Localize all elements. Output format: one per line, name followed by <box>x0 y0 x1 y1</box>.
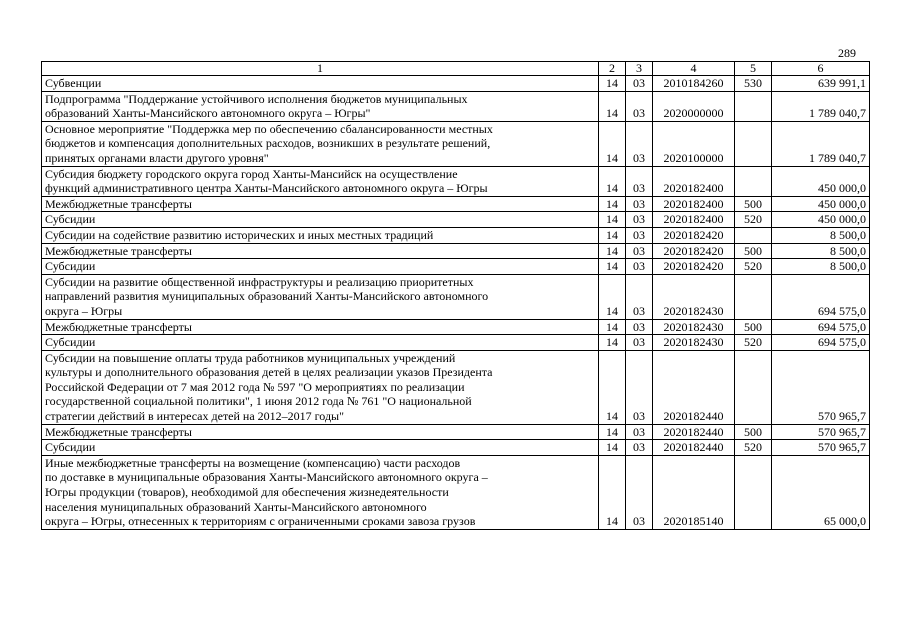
expense-type-cell: 500 <box>735 424 772 440</box>
table-row <box>42 196 870 212</box>
section-cell: 14 <box>599 259 626 275</box>
expense-type-cell: 500 <box>735 196 772 212</box>
table-body <box>42 76 870 530</box>
subsection-cell: 03 <box>626 166 653 196</box>
column-header: 5 <box>735 62 772 76</box>
row-name-cell: Субсидии <box>42 212 599 228</box>
section-cell: 14 <box>599 455 626 529</box>
expense-type-cell: 520 <box>735 259 772 275</box>
target-code-cell: 2020182440 <box>653 424 735 440</box>
target-code-cell: 2020182400 <box>653 212 735 228</box>
section-cell: 14 <box>599 243 626 259</box>
expense-type-cell: 520 <box>735 335 772 351</box>
subsection-cell: 03 <box>626 91 653 121</box>
section-cell: 14 <box>599 76 626 92</box>
amount-cell: 570 965,7 <box>772 440 870 456</box>
target-code-cell: 2020182400 <box>653 166 735 196</box>
section-cell: 14 <box>599 166 626 196</box>
expense-type-cell <box>735 121 772 166</box>
subsection-cell: 03 <box>626 196 653 212</box>
section-cell: 14 <box>599 424 626 440</box>
column-header: 2 <box>599 62 626 76</box>
expense-type-cell <box>735 91 772 121</box>
row-name-cell: Субвенции <box>42 76 599 92</box>
section-cell: 14 <box>599 196 626 212</box>
table-row <box>42 319 870 335</box>
subsection-cell: 03 <box>626 440 653 456</box>
amount-cell: 8 500,0 <box>772 243 870 259</box>
expense-type-cell: 500 <box>735 243 772 259</box>
amount-cell: 450 000,0 <box>772 212 870 228</box>
table-row <box>42 227 870 243</box>
subsection-cell: 03 <box>626 335 653 351</box>
row-name-cell: Иные межбюджетные трансферты на возмещение (компенсацию) части расходов по доставке в муниципальные образования Ханты-Мансийского автономного округа – Югры продукции (товаров), необходимой для обеспечения жизнедеятельности населения муниципальных образований Ханты-Мансийского автономного округа – Югры, отнесенных к территориям с ограниченными сроками завоза грузов <box>42 455 599 529</box>
subsection-cell: 03 <box>626 424 653 440</box>
subsection-cell: 03 <box>626 227 653 243</box>
subsection-cell: 03 <box>626 274 653 319</box>
row-name-cell: Субсидии на повышение оплаты труда работников муниципальных учреждений культуры и дополнительного образования детей в целях реализации указов Президента Российской Федерации от 7 мая 2012 года № 597 "О мероприятиях по реализации государственной социальной политики", 1 июня 2012 года № 761 "О национальной стратегии действий в интересах детей на 2012–2017 годы" <box>42 350 599 424</box>
section-cell: 14 <box>599 274 626 319</box>
section-cell: 14 <box>599 440 626 456</box>
target-code-cell: 2020182440 <box>653 350 735 424</box>
target-code-cell: 2020182420 <box>653 227 735 243</box>
target-code-cell: 2020182430 <box>653 274 735 319</box>
row-name-cell: Межбюджетные трансферты <box>42 196 599 212</box>
row-name-cell: Основное мероприятие "Поддержка мер по обеспечению сбалансированности местных бюджетов и компенсация дополнительных расходов, возникших в результате решений, принятых органами власти другого уровня" <box>42 121 599 166</box>
table-row <box>42 76 870 92</box>
row-name-cell: Субсидии <box>42 259 599 275</box>
subsection-cell: 03 <box>626 319 653 335</box>
subsection-cell: 03 <box>626 243 653 259</box>
table-row <box>42 212 870 228</box>
amount-cell: 570 965,7 <box>772 350 870 424</box>
amount-cell: 694 575,0 <box>772 319 870 335</box>
table-row <box>42 166 870 196</box>
amount-cell: 1 789 040,7 <box>772 91 870 121</box>
table-row <box>42 455 870 529</box>
subsection-cell: 03 <box>626 76 653 92</box>
table-row <box>42 350 870 424</box>
expense-type-cell: 520 <box>735 440 772 456</box>
section-cell: 14 <box>599 121 626 166</box>
amount-cell: 694 575,0 <box>772 335 870 351</box>
section-cell: 14 <box>599 335 626 351</box>
table-row <box>42 259 870 275</box>
subsection-cell: 03 <box>626 121 653 166</box>
amount-cell: 450 000,0 <box>772 166 870 196</box>
expense-type-cell <box>735 350 772 424</box>
table-row <box>42 424 870 440</box>
column-header: 1 <box>42 62 599 76</box>
target-code-cell: 2020182420 <box>653 243 735 259</box>
section-cell: 14 <box>599 91 626 121</box>
target-code-cell: 2020100000 <box>653 121 735 166</box>
amount-cell: 694 575,0 <box>772 274 870 319</box>
subsection-cell: 03 <box>626 212 653 228</box>
page-number: 289 <box>838 46 856 60</box>
budget-table <box>41 61 870 530</box>
expense-type-cell <box>735 455 772 529</box>
amount-cell: 8 500,0 <box>772 227 870 243</box>
table-row <box>42 335 870 351</box>
section-cell: 14 <box>599 227 626 243</box>
row-name-cell: Субсидии на содействие развитию исторических и иных местных традиций <box>42 227 599 243</box>
target-code-cell: 2010184260 <box>653 76 735 92</box>
column-header: 3 <box>626 62 653 76</box>
table-row <box>42 91 870 121</box>
row-name-cell: Субсидии на развитие общественной инфраструктуры и реализацию приоритетных направлений развития муниципальных образований Ханты-Мансийского автономного округа – Югры <box>42 274 599 319</box>
row-name-cell: Субсидия бюджету городского округа город Ханты-Мансийск на осуществление функций административного центра Ханты-Мансийского автономного округа – Югры <box>42 166 599 196</box>
section-cell: 14 <box>599 212 626 228</box>
row-name-cell: Межбюджетные трансферты <box>42 319 599 335</box>
row-name-cell: Субсидии <box>42 335 599 351</box>
expense-type-cell <box>735 166 772 196</box>
table-header-row <box>42 62 870 76</box>
table-row <box>42 440 870 456</box>
amount-cell: 639 991,1 <box>772 76 870 92</box>
expense-type-cell <box>735 274 772 319</box>
target-code-cell: 2020182420 <box>653 259 735 275</box>
column-header: 6 <box>772 62 870 76</box>
row-name-cell: Субсидии <box>42 440 599 456</box>
target-code-cell: 2020182440 <box>653 440 735 456</box>
subsection-cell: 03 <box>626 259 653 275</box>
expense-type-cell <box>735 227 772 243</box>
subsection-cell: 03 <box>626 350 653 424</box>
amount-cell: 570 965,7 <box>772 424 870 440</box>
section-cell: 14 <box>599 319 626 335</box>
column-header: 4 <box>653 62 735 76</box>
table-row <box>42 121 870 166</box>
target-code-cell: 2020182400 <box>653 196 735 212</box>
table-row <box>42 274 870 319</box>
target-code-cell: 2020185140 <box>653 455 735 529</box>
amount-cell: 8 500,0 <box>772 259 870 275</box>
expense-type-cell: 520 <box>735 212 772 228</box>
expense-type-cell: 530 <box>735 76 772 92</box>
target-code-cell: 2020182430 <box>653 335 735 351</box>
target-code-cell: 2020000000 <box>653 91 735 121</box>
expense-type-cell: 500 <box>735 319 772 335</box>
amount-cell: 1 789 040,7 <box>772 121 870 166</box>
table-row <box>42 243 870 259</box>
amount-cell: 450 000,0 <box>772 196 870 212</box>
row-name-cell: Подпрограмма "Поддержание устойчивого исполнения бюджетов муниципальных образований Ханты-Мансийского автономного округа – Югры" <box>42 91 599 121</box>
amount-cell: 65 000,0 <box>772 455 870 529</box>
subsection-cell: 03 <box>626 455 653 529</box>
row-name-cell: Межбюджетные трансферты <box>42 243 599 259</box>
row-name-cell: Межбюджетные трансферты <box>42 424 599 440</box>
target-code-cell: 2020182430 <box>653 319 735 335</box>
section-cell: 14 <box>599 350 626 424</box>
